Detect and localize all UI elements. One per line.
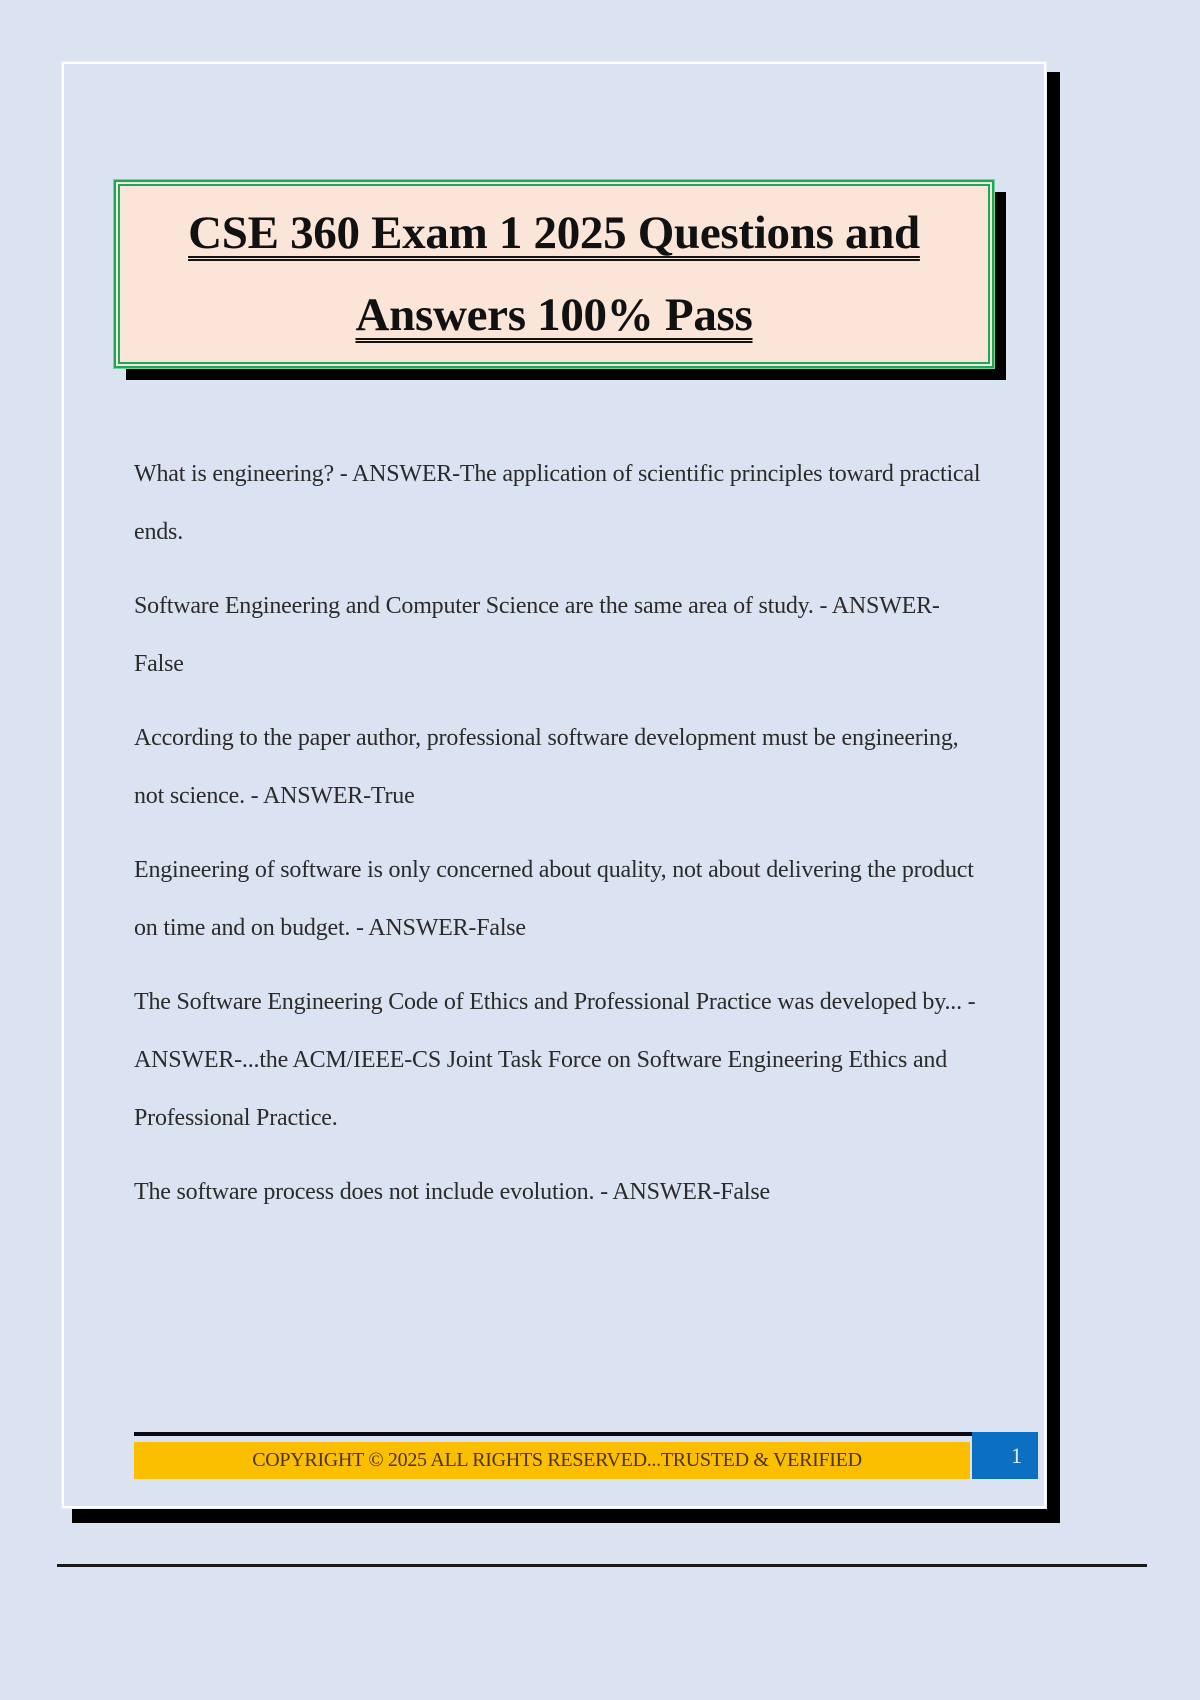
- page-number-box: [972, 1432, 1038, 1479]
- qa-item: The Software Engineering Code of Ethics and Professional Practice was developed by... - ANSWER-...the ACM/IEEE-CS Joint Task Force on Software Engineering Ethics and Professional Practice.: [134, 989, 976, 1131]
- qa-item: According to the paper author, professional software development must be engineering, not science. - ANSWER-True: [134, 725, 959, 809]
- footer-copyright-text: COPYRIGHT © 2025 ALL RIGHTS RESERVED...TRUSTED & VERIFIED: [252, 1449, 862, 1471]
- title-box: [114, 180, 994, 368]
- next-page-edge: [57, 1564, 1147, 1567]
- page-number: 1: [1011, 1442, 1022, 1468]
- qa-item: What is engineering? - ANSWER-The application of scientific principles toward practical ends.: [134, 461, 981, 545]
- qa-item: The software process does not include evolution. - ANSWER-False: [134, 1179, 770, 1205]
- footer-copyright-bar: [134, 1442, 970, 1479]
- footer-rule: [134, 1432, 972, 1436]
- qa-item: Engineering of software is only concerned about quality, not about delivering the product on time and on budget. - ANSWER-False: [134, 857, 974, 941]
- qa-item: Software Engineering and Computer Science are the same area of study. - ANSWER-False: [134, 593, 940, 677]
- qa-list: [134, 445, 984, 1237]
- document-title-line-2: Answers 100% Pass: [355, 289, 753, 341]
- document-title-line-1: CSE 360 Exam 1 2025 Questions and: [188, 207, 920, 259]
